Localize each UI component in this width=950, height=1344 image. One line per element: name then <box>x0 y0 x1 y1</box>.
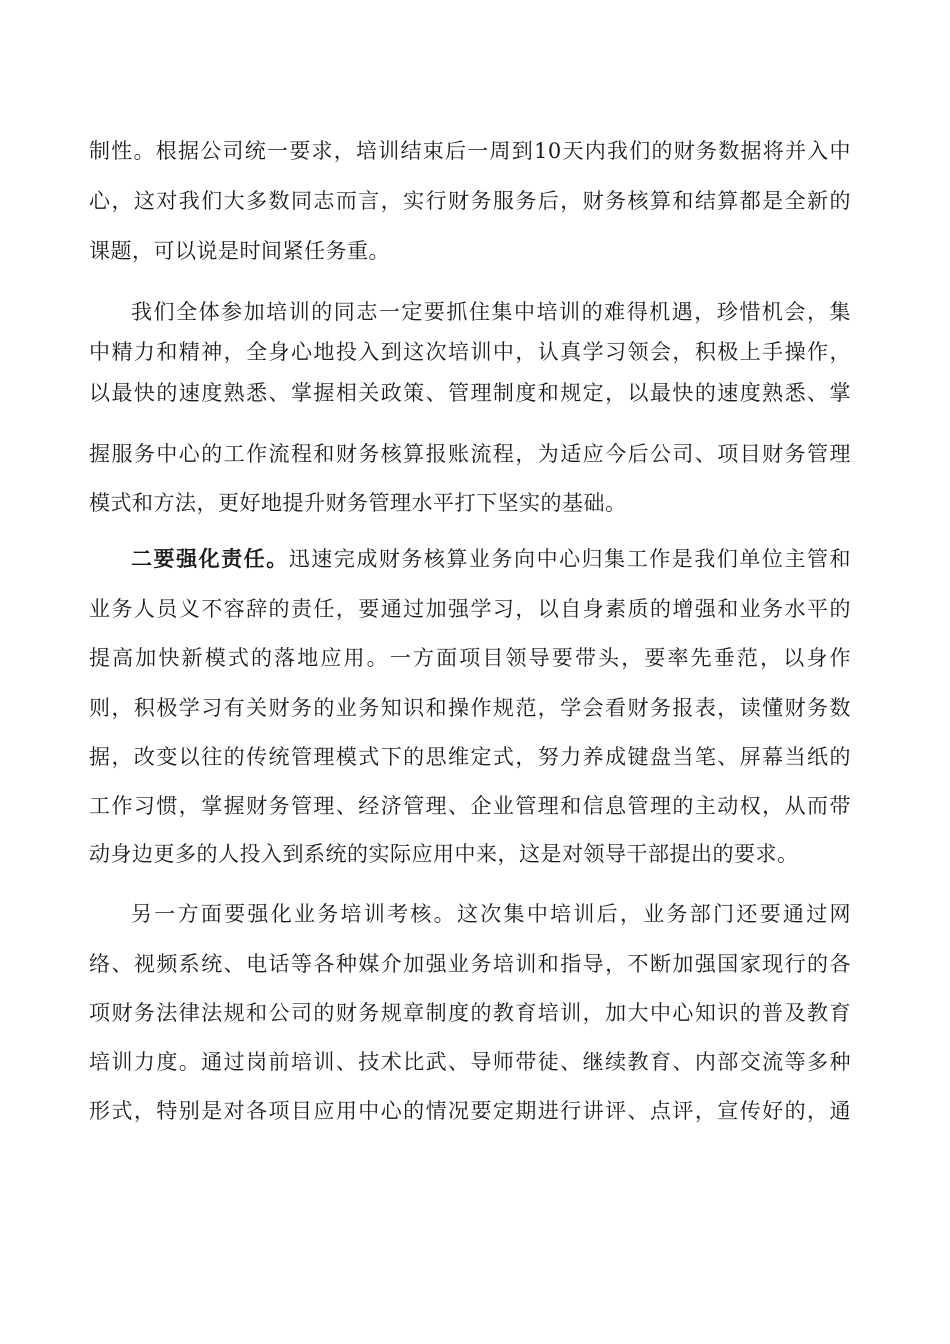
paragraph-3-line-7: 动身边更多的人投入到系统的实际应用中来，这是对领导干部提出的要求。 <box>89 842 799 866</box>
paragraph-4-line-3: 项财务法律法规和公司的财务规章制度的教育培训，加大中心知识的普及教育 <box>89 1001 851 1025</box>
paragraph-1-line-2: 心，这对我们大多数同志而言，实行财务服务后，财务核算和结算都是全新的 <box>89 189 851 213</box>
paragraph-3-line-2: 业务人员义不容辞的责任，要通过加强学习，以自身素质的增强和业务水平的 <box>89 597 851 621</box>
paragraph-4-line-1: 另一方面要强化业务培训考核。这次集中培训后，业务部门还要通过网 <box>131 902 851 926</box>
paragraph-3-line-1 <box>131 539 851 579</box>
paragraph-1-line-3: 课题，可以说是时间紧任务重。 <box>89 239 390 263</box>
paragraph-1-line-1: 制性。根据公司统一要求，培训结束后一周到10天内我们的财务数据将并入中 <box>89 139 851 163</box>
paragraph-3-line-6: 工作习惯，掌握财务管理、经济管理、企业管理和信息管理的主动权，从而带 <box>89 794 851 818</box>
paragraph-3-line-1-text: 迅速完成财务核算业务向中心归集工作是我们单位主管和 <box>288 547 852 571</box>
paragraph-2-line-4: 握服务中心的工作流程和财务核算报账流程，为适应今后公司、项目财务管理 <box>89 442 851 466</box>
paragraph-2-line-2: 中精力和精神，全身心地投入到这次培训中，认真学习领会，积极上手操作， <box>89 340 851 364</box>
paragraph-2-line-5: 模式和方法，更好地提升财务管理水平打下坚实的基础。 <box>89 491 627 515</box>
paragraph-4-line-2: 络、视频系统、电话等各种媒介加强业务培训和指导，不断加强国家现行的各 <box>89 952 851 976</box>
paragraph-3-line-5: 据，改变以往的传统管理模式下的思维定式，努力养成键盘当笔、屏幕当纸的 <box>89 745 851 769</box>
paragraph-2-line-3: 以最快的速度熟悉、掌握相关政策、管理制度和规定，以最快的速度熟悉、掌 <box>89 381 851 405</box>
paragraph-3-line-4: 则，积极学习有关财务的业务知识和操作规范，学会看财务报表，读懂财务数 <box>89 696 851 720</box>
paragraph-2-line-1: 我们全体参加培训的同志一定要抓住集中培训的难得机遇，珍惜机会，集 <box>131 300 851 324</box>
paragraph-3-line-3: 提高加快新模式的落地应用。一方面项目领导要带头，要率先垂范，以身作 <box>89 646 851 670</box>
paragraph-4-line-4: 培训力度。通过岗前培训、技术比武、导师带徒、继续教育、内部交流等多种 <box>89 1050 851 1074</box>
paragraph-4-line-5: 形式，特别是对各项目应用中心的情况要定期进行讲评、点评，宣传好的，通 <box>89 1099 851 1123</box>
paragraph-heading: 二要强化责任。 <box>131 546 289 571</box>
